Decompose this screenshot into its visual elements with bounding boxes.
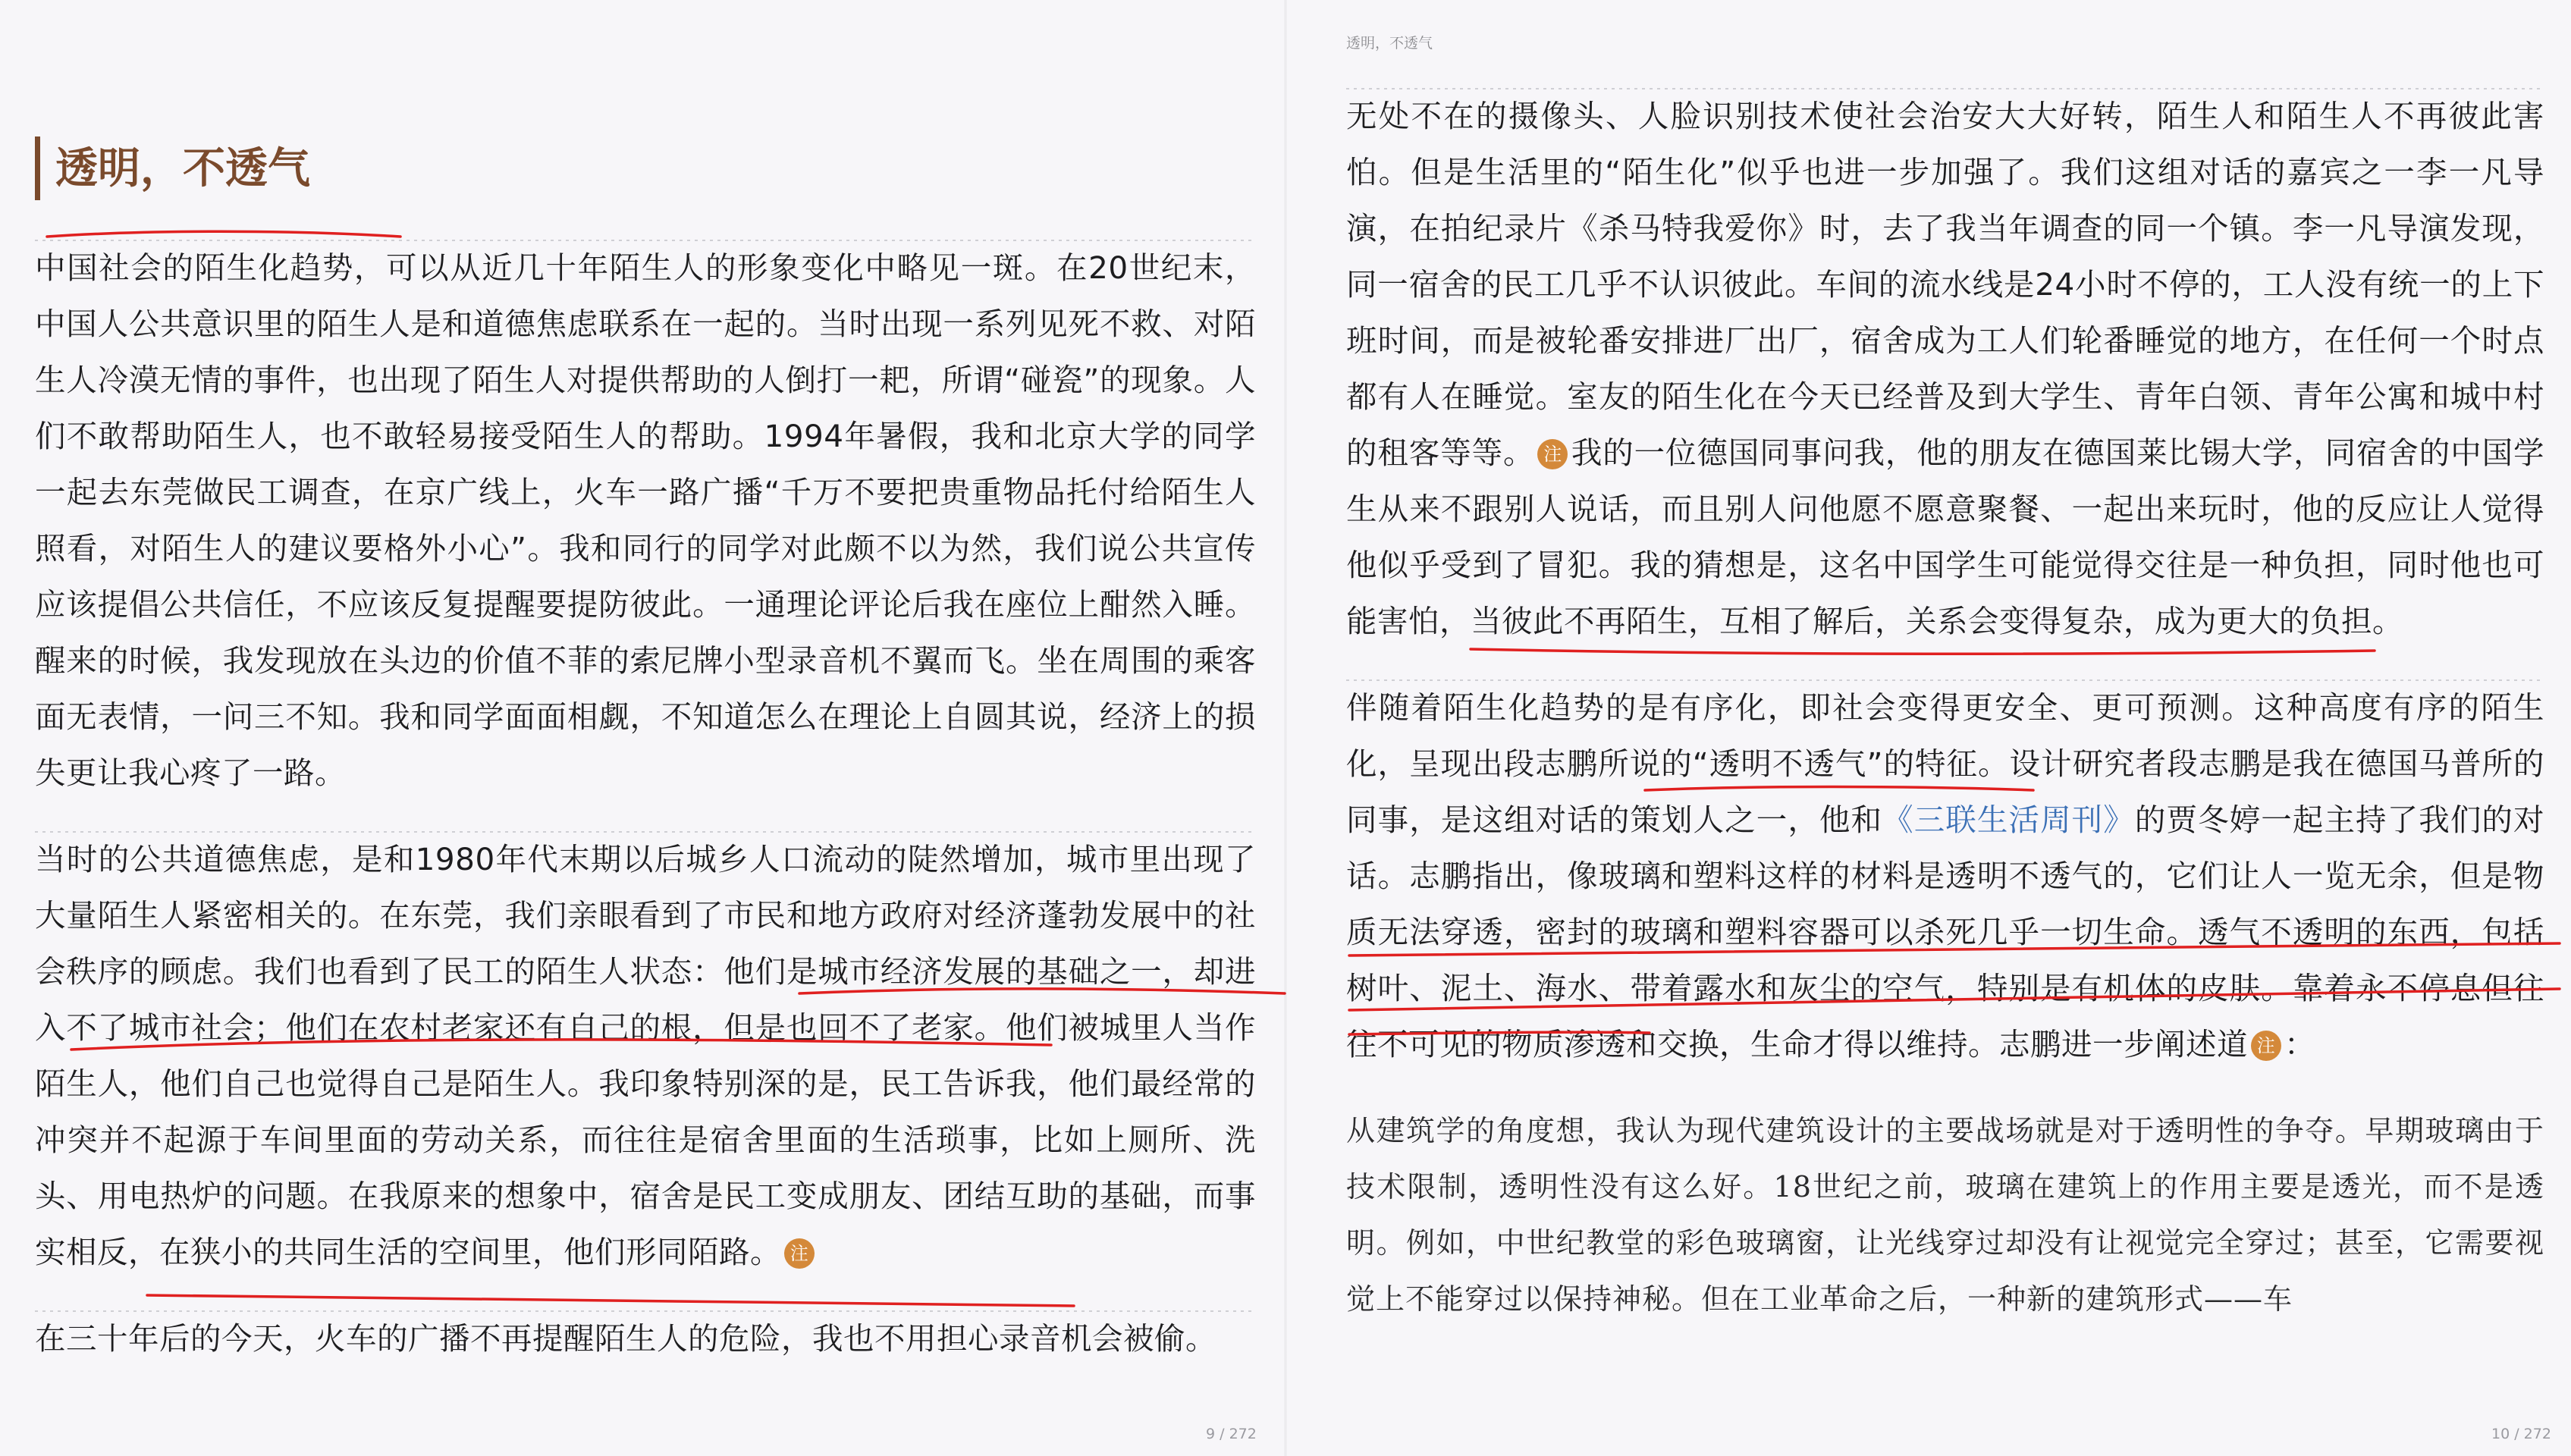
paragraph-text: 无处不在的摄像头、人脸识别技术使社会治安大大好转，陌生人和陌生人不再彼此害怕。但是生活里的“陌生化”似乎也进一步加强了。我们这组对话的嘉宾之一李一凡导演，在拍纪录片《杀马特我爱你》时，去了我当年调查的同一个镇。李一凡导演发现，同一宿舍的民工几乎不认识彼此。车间的流水线是24小时不停的，工人没有统一的上下班时间，而是被轮番安排进厂出厂，宿舍成为工人们轮番睡觉的地方，在任何一个时点都有人在睡觉。室友的陌生化在今天已经普及到大学生、青年白领、青年公寓和城中村的租客等等。 — [1346, 98, 2544, 471]
underline-annotation — [144, 1289, 1077, 1312]
page-number: 10 / 272 — [2491, 1426, 2551, 1442]
running-head: 透明，不透气 — [1346, 35, 1433, 52]
block-quote: 从建筑学的角度想，我认为现代建筑设计的主要战场就是对于透明性的争夺。早期玻璃由于技术限制，透明性没有这么好。18世纪之前，玻璃在建筑上的作用主要是透光，而不是透明。例如，中世纪教堂的彩色玻璃窗，让光线穿过却没有让视觉完全穿过；甚至，它需要视觉上不能穿过以保持神秘。但在工业革命之后，一种新的建筑形式——车 — [1346, 1114, 2544, 1316]
right-text-column — [1346, 88, 2544, 1327]
footnote-icon[interactable]: 注 — [784, 1238, 815, 1269]
paragraph — [1346, 88, 2544, 649]
book-title-link[interactable]: 《三联生活周刊》 — [1882, 802, 2135, 838]
paragraph-punctuation: ： — [2284, 1026, 2315, 1062]
left-text-column — [35, 240, 1256, 1367]
right-page — [1286, 0, 2571, 1456]
underline-annotation — [1642, 781, 2036, 798]
paragraph-text: 当时的公共道德焦虑，是和1980年代末期以后城乡人口流动的陡然增加，城市里出现了大量陌生人紧密相关的。在东莞，我们亲眼看到了市民和地方政府对经济蓬勃发展中的社会秩序的顾虑。我们也看到了民工的陌生人状态：他们是城市经济发展的基础之一，却进入不了城市社会；他们在农村老家还有自己的根，但是也回不了老家。他们被城里人当作陌生人，他们自己也觉得自己是陌生人。我印象特别深的是，民工告诉我，他们最经常的冲突并不起源于车间里面的劳动关系，而往往是宿舍里面的生活琐事，比如上厕所、洗头、用电热炉的问题。在我原来的想象中，宿舍是民工变成朋友、团结互助的基础，而事实相反，在狭小的共同生活的空间里，他们形同陌路。 — [35, 841, 1256, 1270]
paragraph-text: 伴随着陌生化趋势的是有序化，即社会变得更安全、更可预测。这种高度有序的陌生化，呈现出段志鹏所说的“透明不透气”的特征。设计研究者段志鹏是我在德国马普所的同事，是这组对话的策划人之一，他和 — [1346, 689, 2544, 838]
underline-annotation — [1346, 940, 2567, 1039]
page-number: 9 / 272 — [1206, 1426, 1257, 1442]
paragraph-text: 我的一位德国同事问我，他的朋友在德国莱比锡大学，同宿舍的中国学生从来不跟别人说话，而且别人问他愿不愿意聚餐、一起出来玩时，他的反应让人觉得他似乎受到了冒犯。我的猜想是，这名中国学生可能觉得交往是一种负担，同时他也可能害怕，当彼此不再陌生，互相了解后，关系会变得复杂，成为更大的负担。 — [1346, 435, 2545, 639]
paragraph-text: 的贾冬婷一起主持了我们的对话。志鹏指出，像玻璃和塑料这样的材料是透明不透气的，它们让人一览无余，但是物质无法穿透，密封的玻璃和塑料容器可以杀死几乎一切生命。透气不透明的东西，包括树叶、泥土、海水、带着露水和灰尘的空气，特别是有机体的皮肤。靠着永不停息但往往不可见的物质渗透和交换，生命才得以维持。志鹏进一步阐述道 — [1346, 802, 2545, 1062]
footnote-icon[interactable]: 注 — [2251, 1031, 2281, 1061]
paragraph: 在三十年后的今天，火车的广播不再提醒陌生人的危险，我也不用担心录音机会被偷。 — [35, 1310, 1256, 1367]
underline-annotation — [1468, 642, 2378, 661]
paragraph: 中国社会的陌生化趋势，可以从近几十年陌生人的形象变化中略见一斑。在20世纪末，中国人公共意识里的陌生人是和道德焦虑联系在一起的。当时出现一系列见死不救、对陌生人冷漠无情的事件，也出现了陌生人对提供帮助的人倒打一耙，所谓“碰瓷”的现象。人们不敢帮助陌生人，也不敢轻易接受陌生人的帮助。1994年暑假，我和北京大学的同学一起去东莞做民工调查，在京广线上，火车一路广播“千万不要把贵重物品托付给陌生人照看，对陌生人的建议要格外小心”。我和同行的同学对此颇不以为然，我们说公共宣传应该提倡公共信任，不应该反复提醒要提防彼此。一通理论评论后我在座位上酣然入睡。醒来的时候，我发现放在头边的价值不菲的索尼牌小型录音机不翼而飞。坐在周围的乘客面无表情，一问三不知。我和同学面面相觑，不知道怎么在理论上自圆其说，经济上的损失更让我心疼了一路。 — [35, 240, 1256, 801]
underline-annotation — [796, 983, 1289, 1001]
chapter-title: 透明，不透气 — [35, 136, 310, 200]
underline-annotation — [68, 1031, 1054, 1057]
footnote-icon[interactable]: 注 — [1537, 439, 1568, 469]
